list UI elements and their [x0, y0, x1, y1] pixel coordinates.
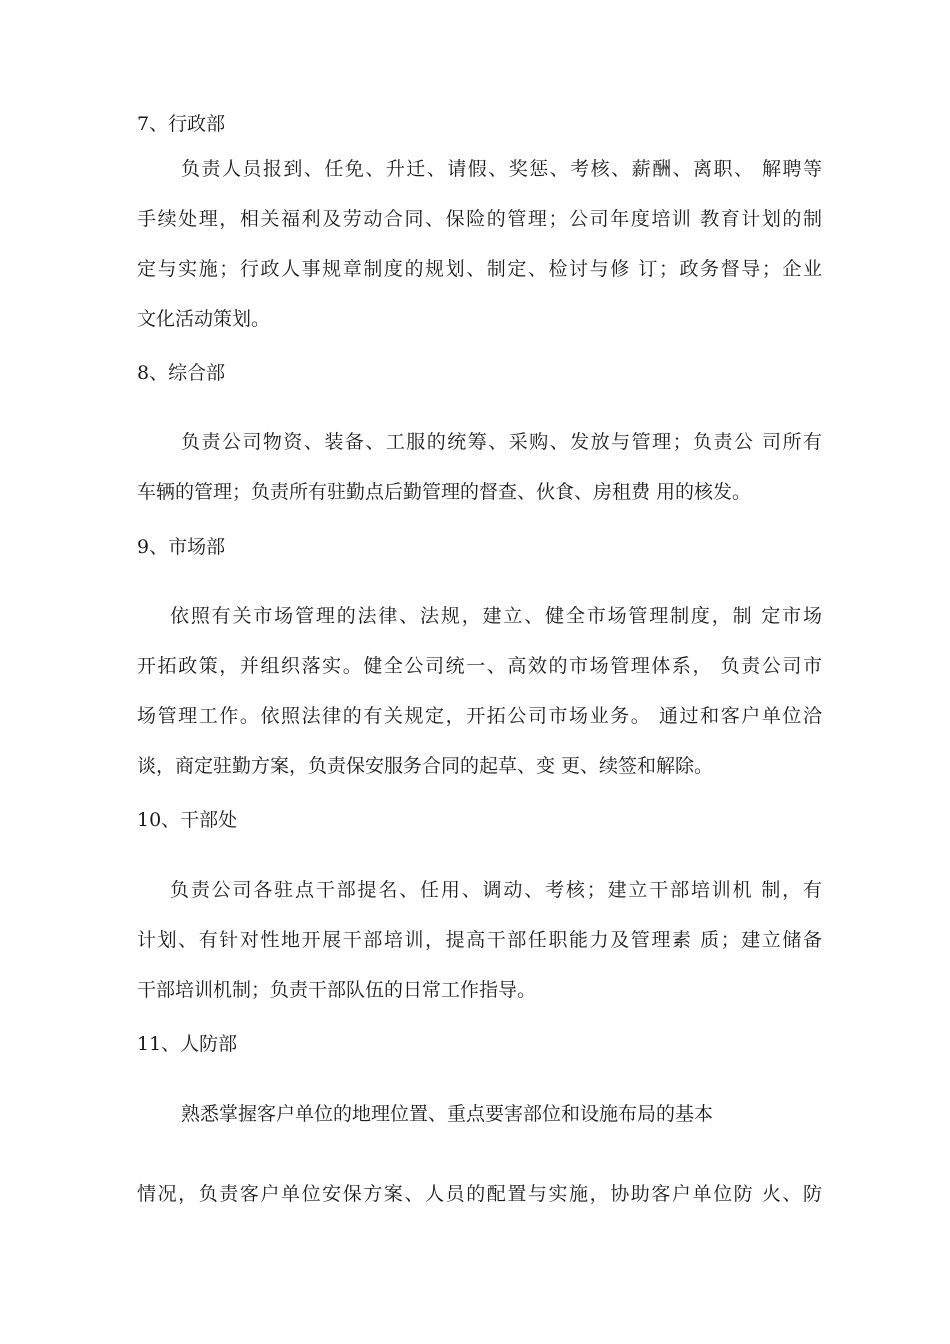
paragraph-line: 谈，商定驻勤方案，负责保安服务合同的起草、变 更、续签和解除。 [137, 755, 714, 777]
section-heading-7: 7、行政部 [137, 113, 226, 135]
paragraph-line: 场管理工作。依照法律的有关规定，开拓公司市场业务。 通过和客户单位洽 [137, 705, 822, 727]
paragraph-line: 手续处理，相关福利及劳动合同、保险的管理；公司年度培训 教育计划的制 [137, 208, 822, 230]
paragraph-line: 定与实施；行政人事规章制度的规划、制定、检讨与修 订；政务督导；企业 [137, 258, 822, 280]
section-heading-11: 11、人防部 [137, 1033, 238, 1055]
paragraph-line: 情况，负责客户单位安保方案、人员的配置与实施，协助客户单位防 火、防 [137, 1183, 822, 1205]
paragraph-line: 干部培训机制；负责干部队伍的日常工作指导。 [137, 979, 537, 1001]
section-heading-9: 9、市场部 [137, 536, 226, 558]
paragraph-line: 负责公司各驻点干部提名、任用、调动、考核；建立干部培训机 制，有 [170, 879, 822, 901]
paragraph-line: 文化活动策划。 [137, 308, 271, 330]
paragraph-line: 依照有关市场管理的法律、法规，建立、健全市场管理制度，制 定市场 [170, 605, 822, 627]
paragraph-line: 车辆的管理；负责所有驻勤点后勤管理的督查、伙食、房租费 用的核发。 [137, 481, 752, 503]
paragraph-line: 计划、有针对性地开展干部培训，提高干部任职能力及管理素 质；建立储备 [137, 929, 822, 951]
paragraph-line: 熟悉掌握客户单位的地理位置、重点要害部位和设施布局的基本 [181, 1103, 714, 1125]
paragraph-line: 负责人员报到、任免、升迁、请假、奖惩、考核、薪酬、离职、 解聘等 [181, 158, 822, 180]
paragraph-line: 负责公司物资、装备、工服的统筹、采购、发放与管理；负责公 司所有 [181, 431, 822, 453]
paragraph-line: 开拓政策，并组织落实。健全公司统一、高效的市场管理体系， 负责公司市 [137, 655, 822, 677]
section-heading-8: 8、综合部 [137, 362, 226, 384]
section-heading-10: 10、干部处 [137, 809, 238, 831]
